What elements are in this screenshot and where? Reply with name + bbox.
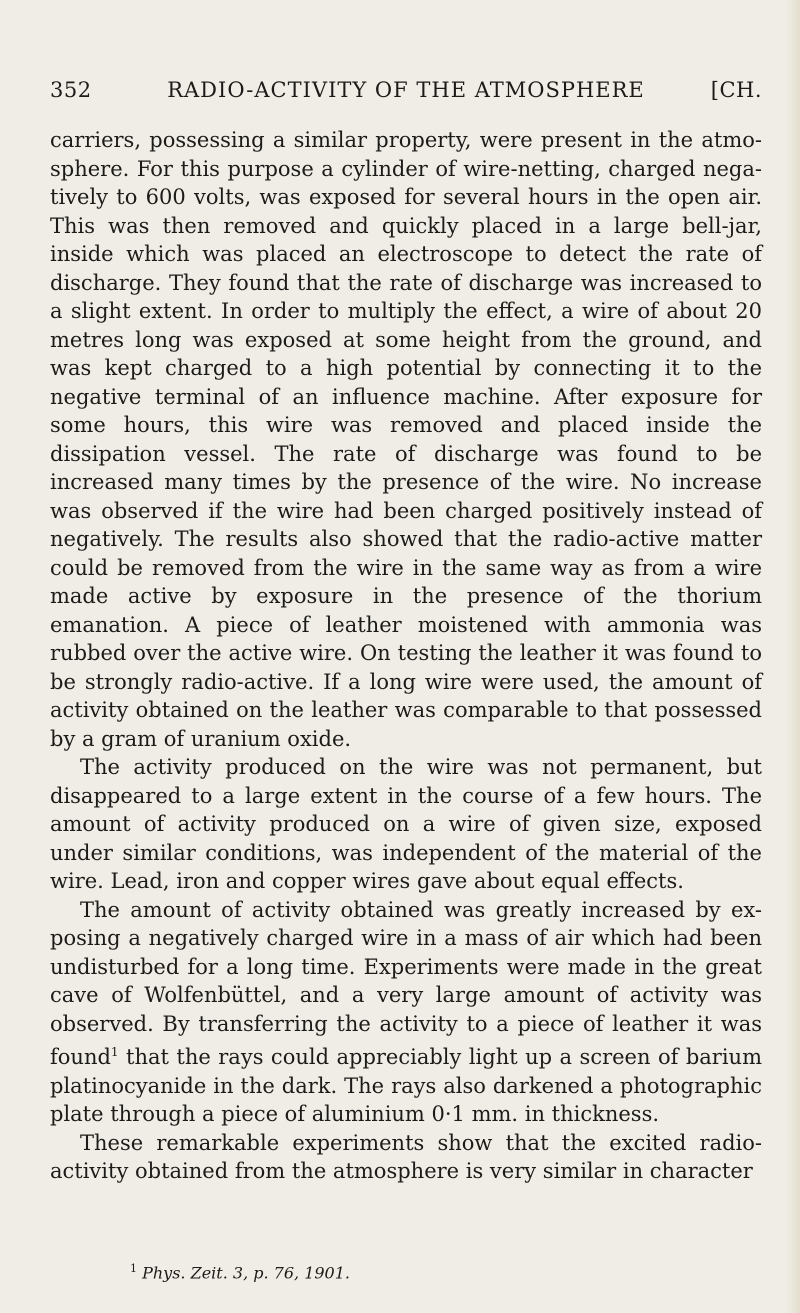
footnote	[130, 1262, 350, 1282]
paragraph-3-text-a: The amount of activity obtained was greatly increased by ex- posing a negatively charged wire in a mass of air which had been undisturbed for a long time. Experiments were made in the great cave of Wolfenbüttel, and a very large amount of activity was observed. By transferring the activity to a piece of leather it was found	[50, 897, 762, 1069]
footnote-reference: 1	[110, 1045, 119, 1059]
page-edge-shadow	[786, 0, 800, 1313]
paragraph-4: These remarkable experiments show that the excited radio- activity obtained from the atmosphere is very similar in character	[50, 1130, 762, 1183]
paragraph-1: carriers, possessing a similar property, were present in the atmo- sphere. For this purpose a cylinder of wire-netting, charged nega- tively to 600 volts, was exposed for several hours in the open air. This was then removed and quickly placed in a large bell-jar, inside which was placed an electroscope to detect the rate of discharge. They found that the rate of discharge was increased to a slight extent. In order to multiply the effect, a wire of about 20 metres long was exposed at some height from the ground, and was kept charged to a high potential by connecting it to the negative terminal of an influence machine. After exposure for some hours, this wire was removed and placed inside the dissipation vessel. The rate of discharge was found to be increased many times by the presence of the wire. No increase was observed if the wire had been charged positively instead of negatively. The results also showed that the radio-active matter could be removed from the wire in the same way as from a wire made active by exposure in the presence of the thorium emanation. A piece of leather moistened with ammonia was rubbed over the active wire. On testing the leather it was found to be strongly radio-active. If a long wire were used, the amount of activity obtained on the leather was comparable to that possessed by a gram of uranium oxide.	[50, 128, 762, 751]
paragraph-3-text-b: that the rays could appreciably light up a screen of barium platinocyanide in the dark. The rays also darkened a photographic plate through a piece of aluminium 0·1 mm. in thickness.	[50, 1045, 762, 1126]
chapter-mark: [CH.	[710, 78, 762, 102]
page-number: 352	[50, 78, 92, 102]
footnote-marker: 1	[130, 1262, 137, 1275]
paragraph-3	[50, 896, 762, 1129]
page-body	[50, 126, 762, 1186]
footnote-text: Phys. Zeit. 3, p. 76, 1901.	[142, 1263, 350, 1283]
running-header	[50, 78, 762, 108]
paragraph-2: The activity produced on the wire was not permanent, but disappeared to a large extent in the course of a few hours. The amount of activity produced on a wire of given size, exposed under similar conditions, was independent of the material of the wire. Lead, iron and copper wires gave about equal effects.	[50, 755, 762, 893]
running-title: RADIO-ACTIVITY OF THE ATMOSPHERE	[167, 78, 645, 102]
